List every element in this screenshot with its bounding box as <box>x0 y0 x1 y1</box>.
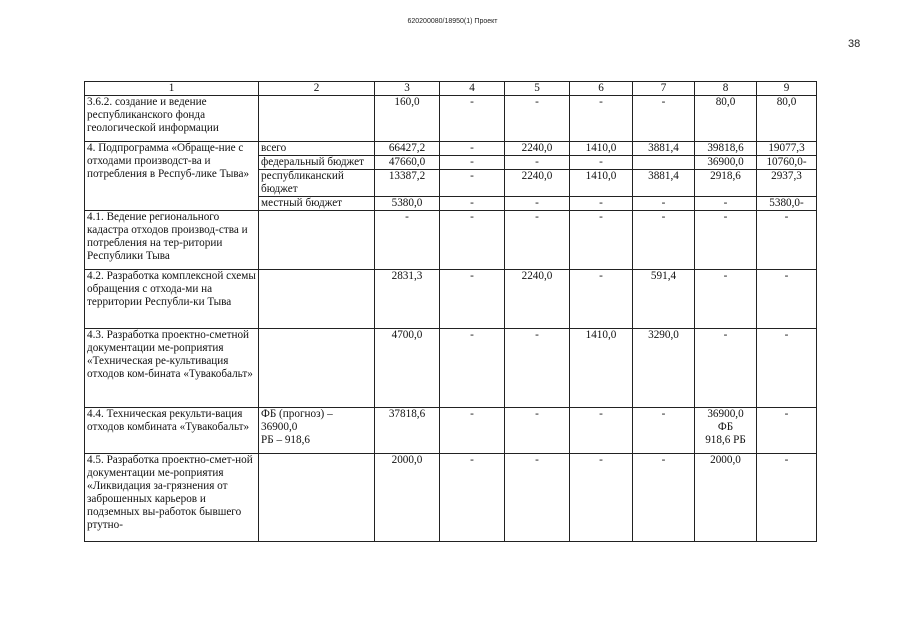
year-value: - <box>757 270 817 329</box>
item-name: 4.3. Разработка проектно-сметной документации ме-роприятия «Техническая ре-культивация отходов ком-бината «Тувакобальт» <box>85 329 259 408</box>
year-value: 5380,0- <box>757 197 817 211</box>
funding-source <box>259 211 375 270</box>
table-row <box>85 270 817 329</box>
table-row <box>85 408 817 454</box>
year-value: - <box>570 270 633 329</box>
year-value: 19077,3 <box>757 142 817 156</box>
year-value: 2937,3 <box>757 170 817 197</box>
year-value: - <box>570 96 633 142</box>
column-header: 8 <box>695 82 757 96</box>
year-value: - <box>633 454 695 542</box>
year-value: - <box>440 211 505 270</box>
year-value: - <box>505 329 570 408</box>
total-value: 160,0 <box>375 96 440 142</box>
funding-source <box>259 96 375 142</box>
year-value: - <box>505 211 570 270</box>
year-value: - <box>440 142 505 156</box>
table-row <box>85 142 817 156</box>
budget-table <box>84 81 817 542</box>
column-header: 1 <box>85 82 259 96</box>
item-name: 4.4. Техническая рекульти-вация отходов комбината «Тувакобальт» <box>85 408 259 454</box>
year-value: 80,0 <box>757 96 817 142</box>
year-value: - <box>570 454 633 542</box>
year-value: 2918,6 <box>695 170 757 197</box>
year-value: - <box>440 270 505 329</box>
year-value: 591,4 <box>633 270 695 329</box>
year-value: 39818,6 <box>695 142 757 156</box>
total-value: - <box>375 211 440 270</box>
table-header-row <box>85 82 817 96</box>
total-value: 4700,0 <box>375 329 440 408</box>
funding-line: 36900,0 <box>261 421 298 433</box>
total-value: 2000,0 <box>375 454 440 542</box>
year-value: - <box>505 408 570 454</box>
year-value: - <box>505 454 570 542</box>
year-value: 10760,0- <box>757 156 817 170</box>
total-value: 2831,3 <box>375 270 440 329</box>
column-header: 6 <box>570 82 633 96</box>
year-value: 3881,4 <box>633 142 695 156</box>
table-row <box>85 96 817 142</box>
year-value: 36900,0 <box>695 156 757 170</box>
year-value: - <box>757 454 817 542</box>
year-value: 3881,4 <box>633 170 695 197</box>
year-value: - <box>570 408 633 454</box>
total-value: 37818,6 <box>375 408 440 454</box>
total-value: 47660,0 <box>375 156 440 170</box>
table-row <box>85 454 817 542</box>
year-value: - <box>505 197 570 211</box>
funding-line: РБ – 918,6 <box>261 434 311 446</box>
item-name: 4. Подпрограмма «Обраще-ние с отходами производст-ва и потребления в Респуб-лике Тыва» <box>85 142 259 211</box>
column-header: 3 <box>375 82 440 96</box>
column-header: 2 <box>259 82 375 96</box>
item-name: 3.6.2. создание и ведение республиканского фонда геологической информации <box>85 96 259 142</box>
year-value: - <box>440 170 505 197</box>
year-value: 1410,0 <box>570 142 633 156</box>
year-value: 1410,0 <box>570 329 633 408</box>
year-value: 1410,0 <box>570 170 633 197</box>
funding-source: федеральный бюджет <box>259 156 375 170</box>
year-value: 2240,0 <box>505 142 570 156</box>
year-value: 80,0 <box>695 96 757 142</box>
value-line: ФБ <box>717 421 734 433</box>
year-value: - <box>633 96 695 142</box>
year-value: - <box>695 270 757 329</box>
funding-source <box>259 329 375 408</box>
year-value: - <box>633 197 695 211</box>
year-value: - <box>570 156 633 170</box>
funding-source: местный бюджет <box>259 197 375 211</box>
year-value: - <box>440 156 505 170</box>
column-header: 4 <box>440 82 505 96</box>
year-value <box>695 408 757 454</box>
funding-source: республиканский бюджет <box>259 170 375 197</box>
item-name: 4.5. Разработка проектно-смет-ной документации ме-роприятия «Ликвидация за-грязнения от заброшенных карьеров и подземных вы-работок бывшего ртутно- <box>85 454 259 542</box>
year-value: - <box>440 329 505 408</box>
funding-source <box>259 270 375 329</box>
year-value: - <box>757 329 817 408</box>
value-line: 918,6 РБ <box>705 434 746 446</box>
year-value: - <box>695 329 757 408</box>
year-value: 2000,0 <box>695 454 757 542</box>
year-value: - <box>757 408 817 454</box>
year-value: - <box>757 211 817 270</box>
year-value: - <box>440 197 505 211</box>
funding-source: всего <box>259 142 375 156</box>
funding-source <box>259 454 375 542</box>
column-header: 7 <box>633 82 695 96</box>
item-name: 4.1. Ведение регионального кадастра отходов производ-ства и потребления на тер-ритории Республики Тыва <box>85 211 259 270</box>
year-value: - <box>695 211 757 270</box>
year-value: - <box>505 96 570 142</box>
table-row <box>85 329 817 408</box>
year-value: 2240,0 <box>505 170 570 197</box>
total-value: 66427,2 <box>375 142 440 156</box>
column-header: 5 <box>505 82 570 96</box>
year-value: - <box>505 156 570 170</box>
year-value: - <box>633 408 695 454</box>
table-row <box>85 211 817 270</box>
year-value: - <box>570 197 633 211</box>
year-value: - <box>440 454 505 542</box>
year-value: 2240,0 <box>505 270 570 329</box>
year-value: 3290,0 <box>633 329 695 408</box>
value-line: 36900,0 <box>707 408 744 420</box>
year-value: - <box>633 211 695 270</box>
year-value: - <box>440 408 505 454</box>
page-number: 38 <box>848 38 861 50</box>
total-value: 5380,0 <box>375 197 440 211</box>
funding-line: ФБ (прогноз) – <box>261 408 333 420</box>
column-header: 9 <box>757 82 817 96</box>
year-value <box>633 156 695 170</box>
year-value: - <box>695 197 757 211</box>
funding-source <box>259 408 375 454</box>
item-name: 4.2. Разработка комплексной схемы обращения с отхода-ми на территории Республи-ки Тыва <box>85 270 259 329</box>
year-value: - <box>440 96 505 142</box>
document-header: 620200080/18950(1) Проект <box>407 18 498 25</box>
year-value: - <box>570 211 633 270</box>
total-value: 13387,2 <box>375 170 440 197</box>
